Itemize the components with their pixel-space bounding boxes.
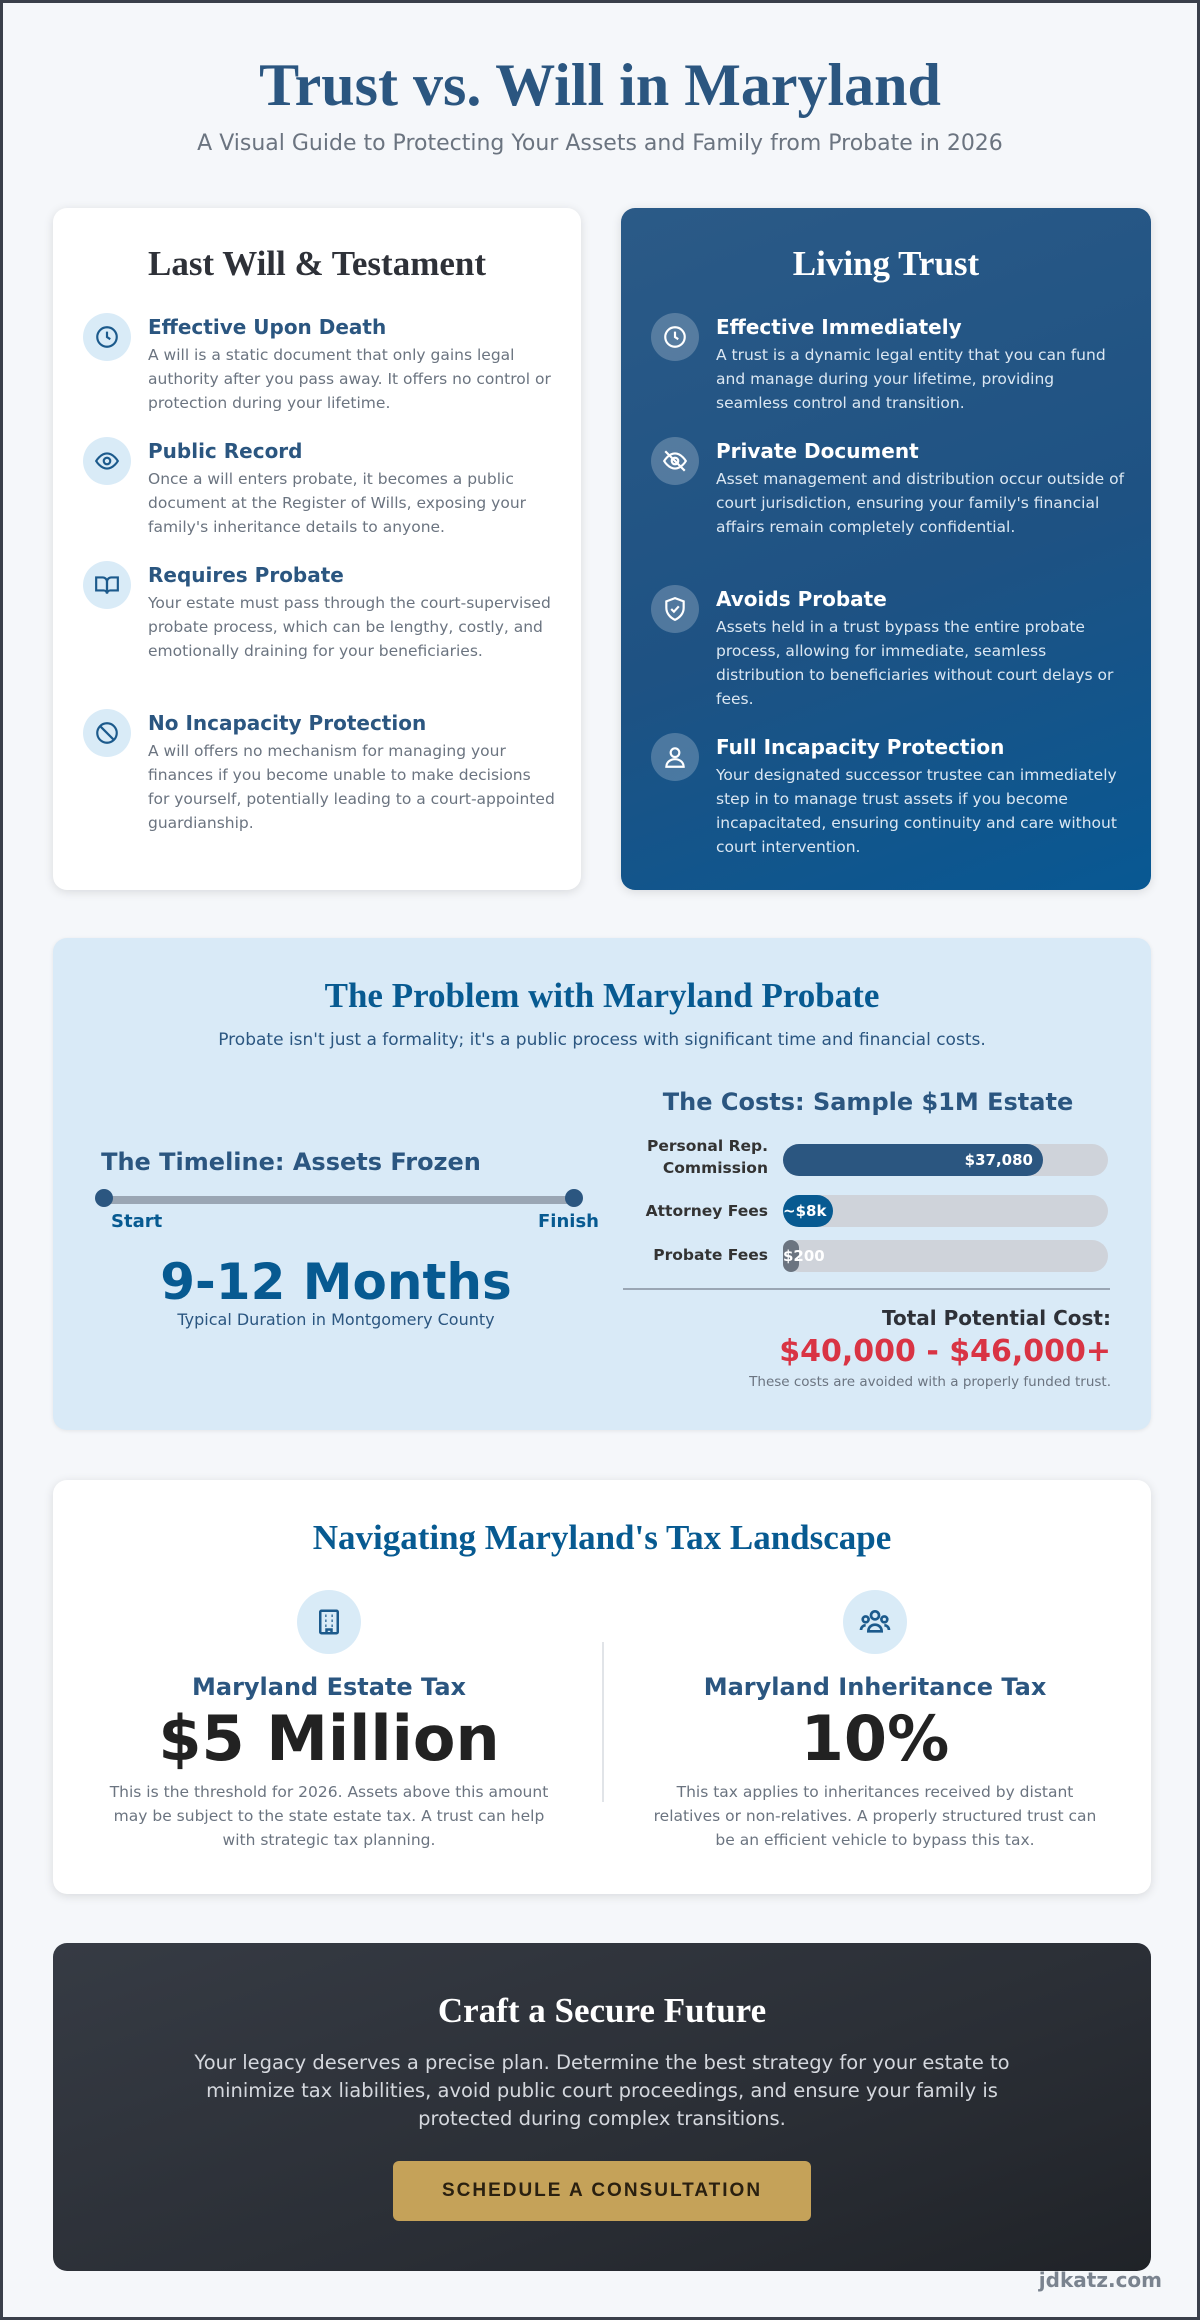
feature-title: Effective Immediately bbox=[716, 315, 962, 339]
timeline-start-dot bbox=[95, 1189, 113, 1207]
cost-bar-attorney: ~$8k bbox=[783, 1195, 833, 1227]
feature-description: A will is a static document that only gains legal authority after you pass away. It offers no control or protection during your lifetime. bbox=[148, 346, 551, 412]
shield-check-icon bbox=[651, 585, 699, 633]
costs-title: The Costs: Sample $1M Estate bbox=[662, 1088, 1074, 1116]
inheritance-tax-description: This tax applies to inheritances received by distant relatives or non-relatives. A properly structured trust can be an efficient vehicle to bypass this tax. bbox=[653, 1783, 1097, 1849]
estate-tax-column bbox=[89, 1590, 569, 1870]
feature-title: Avoids Probate bbox=[716, 587, 887, 611]
timeline-start-label: Start bbox=[111, 1211, 163, 1232]
probate-section bbox=[53, 938, 1151, 1430]
probate-duration: 9-12 Months bbox=[160, 1253, 512, 1311]
tax-title: Navigating Maryland's Tax Landscape bbox=[312, 1518, 892, 1557]
schedule-consultation-button[interactable]: SCHEDULE A CONSULTATION bbox=[393, 2161, 811, 2221]
feature-description: Your estate must pass through the court-supervised probate process, which can be lengthy, costly, and emotionally draining for your beneficiaries. bbox=[148, 594, 551, 660]
feature-description: Your designated successor trustee can immediately step in to manage trust assets if you become incapacitated, ensuring continuity and care without court intervention. bbox=[716, 766, 1117, 856]
timeline-finish-label: Finish bbox=[538, 1211, 599, 1232]
estate-tax-description: This is the threshold for 2026. Assets above this amount may be subject to the state estate tax. A trust can help with strategic tax planning. bbox=[109, 1783, 549, 1849]
footer-brand[interactable]: jdkatz.com bbox=[1038, 2268, 1162, 2292]
inheritance-tax-value: 10% bbox=[800, 1702, 950, 1775]
eye-off-icon bbox=[651, 437, 699, 485]
feature-title: Full Incapacity Protection bbox=[716, 735, 1005, 759]
feature-title: Private Document bbox=[716, 439, 919, 463]
cost-track-attorney bbox=[783, 1195, 1108, 1227]
probate-title: The Problem with Maryland Probate bbox=[324, 976, 880, 1015]
total-cost-value: $40,000 - $46,000+ bbox=[779, 1334, 1111, 1369]
book-icon bbox=[83, 561, 131, 609]
cost-track-probate-fees bbox=[783, 1240, 1108, 1272]
cost-bar-probate-fees: $200 bbox=[783, 1240, 799, 1272]
timeline-title: The Timeline: Assets Frozen bbox=[101, 1148, 481, 1176]
cta-section bbox=[53, 1943, 1151, 2271]
cta-text: Your legacy deserves a precise plan. Determine the best strategy for your estate to minimize tax liabilities, avoid public court proceedings, and ensure your family is protected during complex transitions. bbox=[194, 2051, 1010, 2130]
page-subtitle: A Visual Guide to Protecting Your Assets and Family from Probate in 2026 bbox=[197, 131, 1003, 156]
feature-title: Requires Probate bbox=[148, 563, 344, 587]
eye-icon bbox=[83, 437, 131, 485]
cost-bar-personal-rep: $37,080 bbox=[783, 1144, 1043, 1176]
tax-divider bbox=[602, 1642, 604, 1802]
timeline-finish-dot bbox=[565, 1189, 583, 1207]
trust-card-title: Living Trust bbox=[792, 244, 980, 283]
total-cost-note: These costs are avoided with a properly funded trust. bbox=[749, 1374, 1111, 1390]
cost-label-probate-fees: Probate Fees bbox=[653, 1246, 768, 1264]
total-cost-label: Total Potential Cost: bbox=[882, 1306, 1111, 1330]
will-card bbox=[53, 208, 581, 890]
inheritance-tax-column bbox=[635, 1590, 1115, 1870]
timeline-bar bbox=[101, 1196, 571, 1204]
probate-subtitle: Probate isn't just a formality; it's a public process with significant time and financial costs. bbox=[218, 1030, 986, 1050]
cost-label-personal-rep: Personal Rep. Commission bbox=[646, 1137, 768, 1177]
feature-description: Once a will enters probate, it becomes a public document at the Register of Wills, exposing your family's inheritance details to anyone. bbox=[148, 470, 527, 536]
building-icon bbox=[297, 1590, 361, 1654]
cta-title: Craft a Secure Future bbox=[437, 1991, 767, 2030]
duration-caption: Typical Duration in Montgomery County bbox=[177, 1310, 495, 1329]
cost-track-personal-rep bbox=[783, 1144, 1108, 1176]
feature-description: A will offers no mechanism for managing your finances if you become unable to make decisions for yourself, potentially leading to a court-appointed guardianship. bbox=[148, 742, 555, 832]
user-icon bbox=[651, 733, 699, 781]
page-title: Trust vs. Will in Maryland bbox=[259, 52, 941, 118]
tax-section bbox=[53, 1480, 1151, 1894]
ban-icon bbox=[83, 709, 131, 757]
feature-title: No Incapacity Protection bbox=[148, 711, 427, 735]
clock-icon bbox=[651, 313, 699, 361]
estate-tax-name: Maryland Estate Tax bbox=[191, 1673, 466, 1701]
feature-description: Assets held in a trust bypass the entire probate process, allowing for immediate, seamless distribution to beneficiaries without court delays or fees. bbox=[716, 618, 1114, 708]
feature-title: Public Record bbox=[148, 439, 303, 463]
clock-icon bbox=[83, 313, 131, 361]
estate-tax-value: $5 Million bbox=[158, 1702, 500, 1775]
will-card-title: Last Will & Testament bbox=[147, 244, 487, 283]
feature-description: Asset management and distribution occur outside of court jurisdiction, ensuring your family's financial affairs remain completely confidential. bbox=[716, 470, 1125, 536]
people-icon bbox=[843, 1590, 907, 1654]
costs-divider bbox=[623, 1288, 1110, 1290]
cost-label-attorney: Attorney Fees bbox=[645, 1202, 768, 1220]
feature-description: A trust is a dynamic legal entity that you can fund and manage during your lifetime, providing seamless control and transition. bbox=[716, 346, 1106, 412]
inheritance-tax-name: Maryland Inheritance Tax bbox=[703, 1673, 1047, 1701]
feature-title: Effective Upon Death bbox=[148, 315, 387, 339]
trust-card bbox=[621, 208, 1151, 890]
